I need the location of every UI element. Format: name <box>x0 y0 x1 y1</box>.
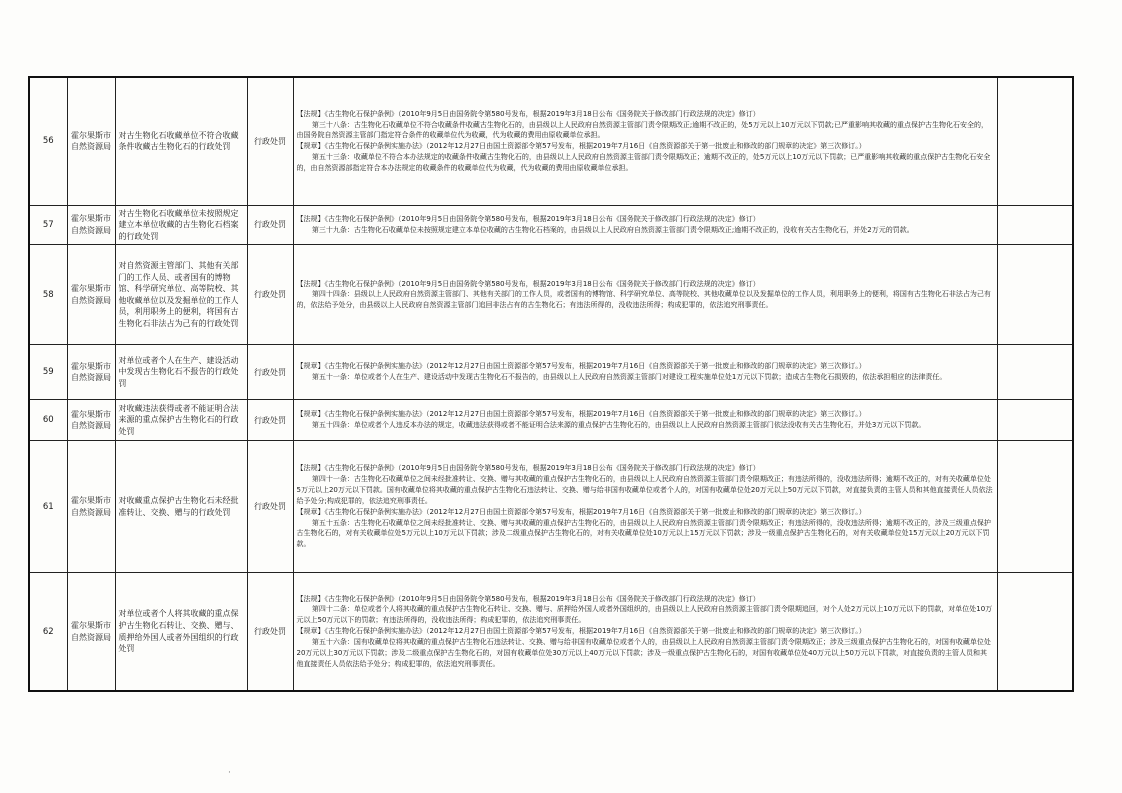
penalty-item-cell: 对收藏重点保护古生物化石未经批准转让、交换、赠与的行政处罚 <box>115 441 247 573</box>
legal-basis-cell <box>293 441 997 573</box>
regulation-title: 【法规】《古生物化石保护条例》（2010年9月5日由国务院令第580号发布，根据2019年3月18日公布《国务院关于修改部门行政法规的决定》修订） <box>296 279 760 288</box>
department-cell: 霍尔果斯市自然资源局 <box>67 345 115 400</box>
table-row <box>29 400 1073 441</box>
department-cell: 霍尔果斯市自然资源局 <box>67 400 115 441</box>
row-number: 58 <box>29 245 67 345</box>
row-number: 61 <box>29 441 67 573</box>
article-text: 第三十九条：古生物化石收藏单位未按照规定建立本单位收藏的古生物化石档案的，由县级以上人民政府自然资源主管部门责令限期改正;逾期不改正的，没收有关古生物化石，并处2万元的罚款。 <box>311 225 914 234</box>
remarks-cell <box>997 573 1073 691</box>
penalty-type-cell: 行政处罚 <box>247 345 293 400</box>
department-cell: 霍尔果斯市自然资源局 <box>67 205 115 245</box>
penalty-item-cell: 对古生物化石收藏单位未按照规定建立本单位收藏的古生物化石档案的行政处罚 <box>115 205 247 245</box>
row-number: 59 <box>29 345 67 400</box>
legal-basis-cell <box>293 205 997 245</box>
penalty-type-cell: 行政处罚 <box>247 245 293 345</box>
row-number: 57 <box>29 205 67 245</box>
regulation-title: 【规章】《古生物化石保护条例实施办法》（2012年12月27日由国土资源部令第57号发布，根据2019年7月16日《自然资源部关于第一批废止和修改的部门规章的决定》第三次修订。） <box>296 410 866 419</box>
regulation-title: 【规章】《古生物化石保护条例实施办法》（2012年12月27日由国土资源部令第57号发布，根据2019年7月16日《自然资源部关于第一批废止和修改的部门规章的决定》第三次修订。） <box>296 362 866 371</box>
regulation-title: 【法规】《古生物化石保护条例》（2010年9月5日由国务院令第580号发布，根据2019年3月18日公布《国务院关于修改部门行政法规的决定》修订） <box>296 464 760 473</box>
regulation-title: 【规章】《古生物化石保护条例实施办法》（2012年12月27日由国土资源部令第57号发布，根据2019年7月16日《自然资源部关于第一批废止和修改的部门规章的决定》第三次修订。） <box>296 507 866 516</box>
row-number: 56 <box>29 77 67 205</box>
article-text: 第五十六条：国有收藏单位将其收藏的重点保护古生物化石违法转让、交换、赠与给非国有收藏单位或者个人的，由县级以上人民政府自然资源主管部门责令限期改正；涉及三级重点保护古生物化石的，对国有收藏单位处20万元以上30万元以下罚款；涉及二级重点保护古生物化石的，对国有收藏单位处30万元以上40万元以下罚款；涉及一级重点保护古生物化石的，对国有收藏单位处40万元以上50万元以下罚款，对直接负责的主管人员和其他直接责任人员依法给予处分；构成犯罪的，依法追究刑事责任。 <box>296 637 991 668</box>
penalty-items-table <box>28 76 1074 692</box>
penalty-type-cell: 行政处罚 <box>247 400 293 441</box>
legal-basis-cell <box>293 400 997 441</box>
article-text: 第三十八条：古生物化石收藏单位不符合收藏条件收藏古生物化石的，由县级以上人民政府自然资源主管部门责令限期改正;逾期不改正的，处5万元以上10万元以下罚款;已严重影响其收藏的重点保护古生物化石安全的，由国务院自然资源主管部门指定符合条件的收藏单位代为收藏，代为收藏的费用由原收藏单位承担。 <box>296 120 988 140</box>
penalty-type-cell: 行政处罚 <box>247 205 293 245</box>
penalty-item-cell: 对收藏违法获得或者不能证明合法来源的重点保护古生物化石的行政处罚 <box>115 400 247 441</box>
scan-mark: · <box>228 768 231 778</box>
remarks-cell <box>997 77 1073 205</box>
table-row <box>29 441 1073 573</box>
penalty-item-cell: 对单位或者个人将其收藏的重点保护古生物化石转让、交换、赠与、质押给外国人或者外国组织的行政处罚 <box>115 573 247 691</box>
remarks-cell <box>997 345 1073 400</box>
penalty-type-cell: 行政处罚 <box>247 573 293 691</box>
article-text: 第四十一条：古生物化石收藏单位之间未经批准转让、交换、赠与其收藏的重点保护古生物化石的，由县级以上人民政府自然资源主管部门责令限期改正；有违法所得的，没收违法所得；逾期不改正的，对有关收藏单位处5万元以上20万元以下罚款。国有收藏单位将其收藏的重点保护古生物化石违法转让、交换、赠与给非国有收藏单位或者个人的，对国有收藏单位处20万元以上50万元以下罚款，对直接负责的主管人员和其他直接责任人员依法给予处分;构成犯罪的，依法追究刑事责任。 <box>296 475 993 505</box>
legal-basis-cell <box>293 345 997 400</box>
row-number: 62 <box>29 573 67 691</box>
article-text: 第五十一条：单位或者个人在生产、建设活动中发现古生物化石不报告的，由县级以上人民政府自然资源主管部门对建设工程实施单位处1万元以下罚款；造成古生物化石损毁的，依法承担相应的法律责任。 <box>311 373 947 382</box>
legal-basis-cell <box>293 77 997 205</box>
table-row <box>29 245 1073 345</box>
article-text: 第五十四条：单位或者个人违反本办法的规定，收藏违法获得或者不能证明合法来源的重点保护古生物化石的，由县级以上人民政府自然资源主管部门依法没收有关古生物化石，并处3万元以下罚款。 <box>311 421 926 430</box>
regulation-title: 【规章】《古生物化石保护条例实施办法》（2012年12月27日由国土资源部令第57号发布，根据2019年7月16日《自然资源部关于第一批废止和修改的部门规章的决定》第三次修订。） <box>296 142 866 151</box>
legal-basis-cell <box>293 573 997 691</box>
article-text: 第五十三条：收藏单位不符合本办法规定的收藏条件收藏古生物化石的，由县级以上人民政府自然资源主管部门责令限期改正；逾期不改正的，处5万元以上10万元以下罚款；已严重影响其收藏的重点保护古生物化石安全的，由自然资源部指定符合本办法规定的收藏条件的收藏单位代为收藏，代为收藏的费用由原收藏单位承担。 <box>296 153 991 172</box>
regulation-title: 【规章】《古生物化石保护条例实施办法》（2012年12月27日由国土资源部令第57号发布，根据2019年7月16日《自然资源部关于第一批废止和修改的部门规章的决定》第三次修订。） <box>296 627 866 636</box>
remarks-cell <box>997 400 1073 441</box>
legal-basis-cell <box>293 245 997 345</box>
article-text: 第四十二条：单位或者个人将其收藏的重点保护古生物化石转让、交换、赠与、质押给外国人或者外国组织的，由县级以上人民政府自然资源主管部门责令限期追回，对个人处2万元以上10万元以下的罚款，对单位处10万元以上50万元以下的罚款；有违法所得的，没收违法所得；构成犯罪的，依法追究刑事责任。 <box>296 605 993 625</box>
regulation-title: 【法规】《古生物化石保护条例》（2010年9月5日由国务院令第580号发布，根据2019年3月18日公布《国务院关于修改部门行政法规的决定》修订） <box>296 215 760 224</box>
remarks-cell <box>997 205 1073 245</box>
department-cell: 霍尔果斯市自然资源局 <box>67 245 115 345</box>
department-cell: 霍尔果斯市自然资源局 <box>67 77 115 205</box>
row-number: 60 <box>29 400 67 441</box>
regulation-title: 【法规】《古生物化石保护条例》（2010年9月5日由国务院令第580号发布，根据2019年3月18日公布《国务院关于修改部门行政法规的决定》修订） <box>296 594 760 603</box>
table-body <box>29 77 1073 691</box>
table-row <box>29 77 1073 205</box>
penalty-type-cell: 行政处罚 <box>247 441 293 573</box>
department-cell: 霍尔果斯市自然资源局 <box>67 441 115 573</box>
table-row <box>29 345 1073 400</box>
regulation-title: 【法规】《古生物化石保护条例》（2010年9月5日由国务院令第580号发布，根据2019年3月18日公布《国务院关于修改部门行政法规的决定》修订） <box>296 109 760 118</box>
penalty-item-cell: 对古生物化石收藏单位不符合收藏条件收藏古生物化石的行政处罚 <box>115 77 247 205</box>
remarks-cell <box>997 245 1073 345</box>
penalty-type-cell: 行政处罚 <box>247 77 293 205</box>
table-row <box>29 205 1073 245</box>
remarks-cell <box>997 441 1073 573</box>
penalty-item-cell: 对自然资源主管部门、其他有关部门的工作人员、或者国有的博物馆、科学研究单位、高等院校、其他收藏单位以及发掘单位的工作人员，利用职务上的便利，将国有古生物化石非法占为己有的行政处罚 <box>115 245 247 345</box>
table-row <box>29 573 1073 691</box>
article-text: 第五十五条：古生物化石收藏单位之间未经批准转让、交换、赠与其收藏的重点保护古生物化石的，由县级以上人民政府自然资源主管部门责令限期改正；有违法所得的，没收违法所得；逾期不改正的，涉及三级重点保护古生物化石的，对有关收藏单位处5万元以上10万元以下罚款；涉及二级重点保护古生物化石的，对有关收藏单位处10万元以上15万元以下罚款；涉及一级重点保护古生物化石的，对有关收藏单位处15万元以上20万元以下罚款。 <box>296 518 991 549</box>
article-text: 第四十四条：县级以上人民政府自然资源主管部门、其他有关部门的工作人员，或者国有的博物馆、科学研究单位、高等院校、其他收藏单位以及发掘单位的工作人员，利用职务上的便利，将国有古生物化石非法占为己有的，依法给予处分，由县级以上人民政府自然资源主管部门追回非法占有的古生物化石；有违法所得的，没收违法所得；构成犯罪的，依法追究刑事责任。 <box>296 290 991 310</box>
department-cell: 霍尔果斯市自然资源局 <box>67 573 115 691</box>
penalty-item-cell: 对单位或者个人在生产、建设活动中发现古生物化石不报告的行政处罚 <box>115 345 247 400</box>
